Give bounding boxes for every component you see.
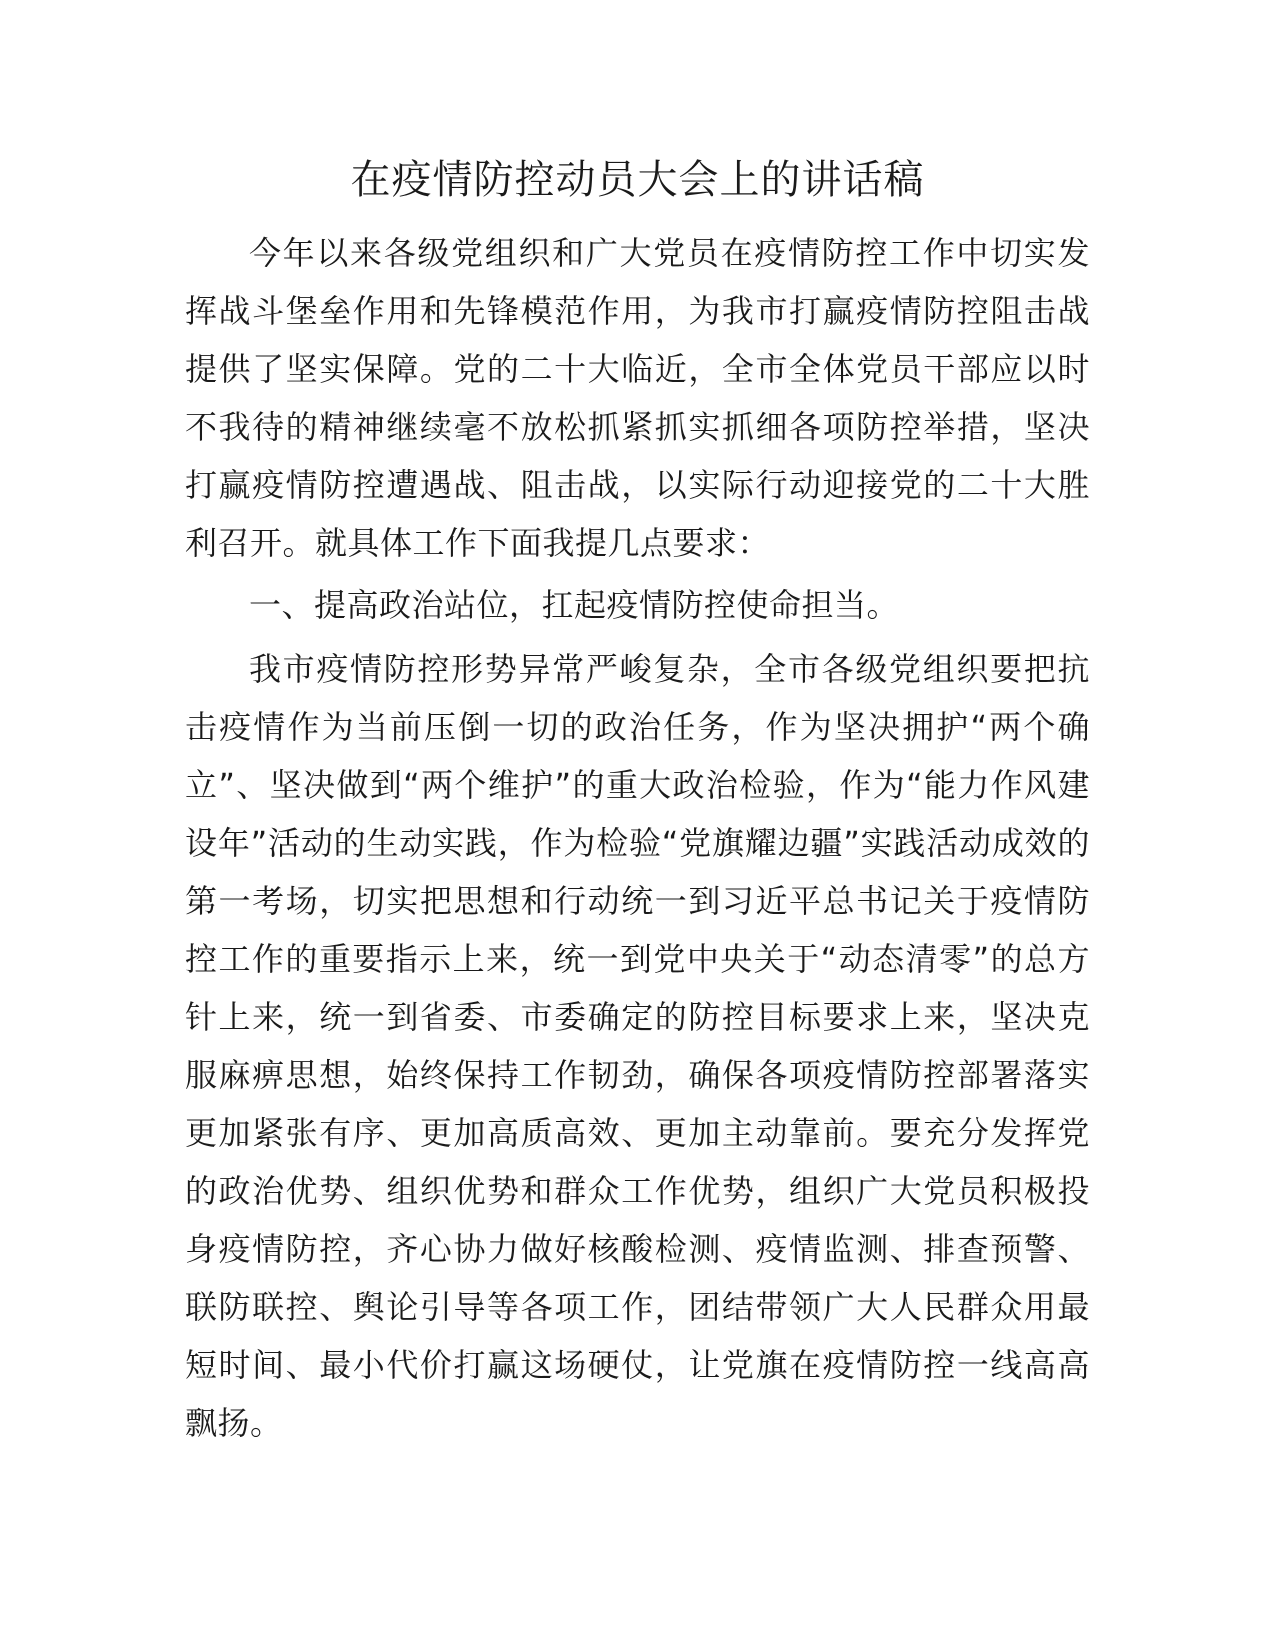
paragraph-section-1: 我市疫情防控形势异常严峻复杂，全市各级党组织要把抗击疫情作为当前压倒一切的政治任务，作为坚决拥护“两个确立”、坚决做到“两个维护”的重大政治检验，作为“能力作风建设年”活动的生动实践，作为检验“党旗耀边疆”实践活动成效的第一考场，切实把思想和行动统一到习近平总书记关于疫情防控工作的重要指示上来，统一到党中央关于“动态清零”的总方针上来，统一到省委、市委确定的防控目标要求上来，坚决克服麻痹思想，始终保持工作韧劲，确保各项疫情防控部署落实更加紧张有序、更加高质高效、更加主动靠前。要充分发挥党的政治优势、组织优势和群众工作优势，组织广大党员积极投身疫情防控，齐心协力做好核酸检测、疫情监测、排查预警、联防联控、舆论引导等各项工作，团结带领广大人民群众用最短时间、最小代价打赢这场硬仗，让党旗在疫情防控一线高高飘扬。 xyxy=(185,650,1090,1442)
paragraph-intro: 今年以来各级党组织和广大党员在疫情防控工作中切实发挥战斗堡垒作用和先锋模范作用，为我市打赢疫情防控阻击战提供了坚实保障。党的二十大临近，全市全体党员干部应以时不我待的精神继续毫不放松抓紧抓实抓细各项防控举措，坚决打赢疫情防控遭遇战、阻击战，以实际行动迎接党的二十大胜利召开。就具体工作下面我提几点要求： xyxy=(185,234,1090,562)
section-heading-1: 一、提高政治站位，扛起疫情防控使命担当。 xyxy=(249,586,900,624)
document-body xyxy=(185,224,1090,1452)
document-title: 在疫情防控动员大会上的讲话稿 xyxy=(350,157,925,203)
